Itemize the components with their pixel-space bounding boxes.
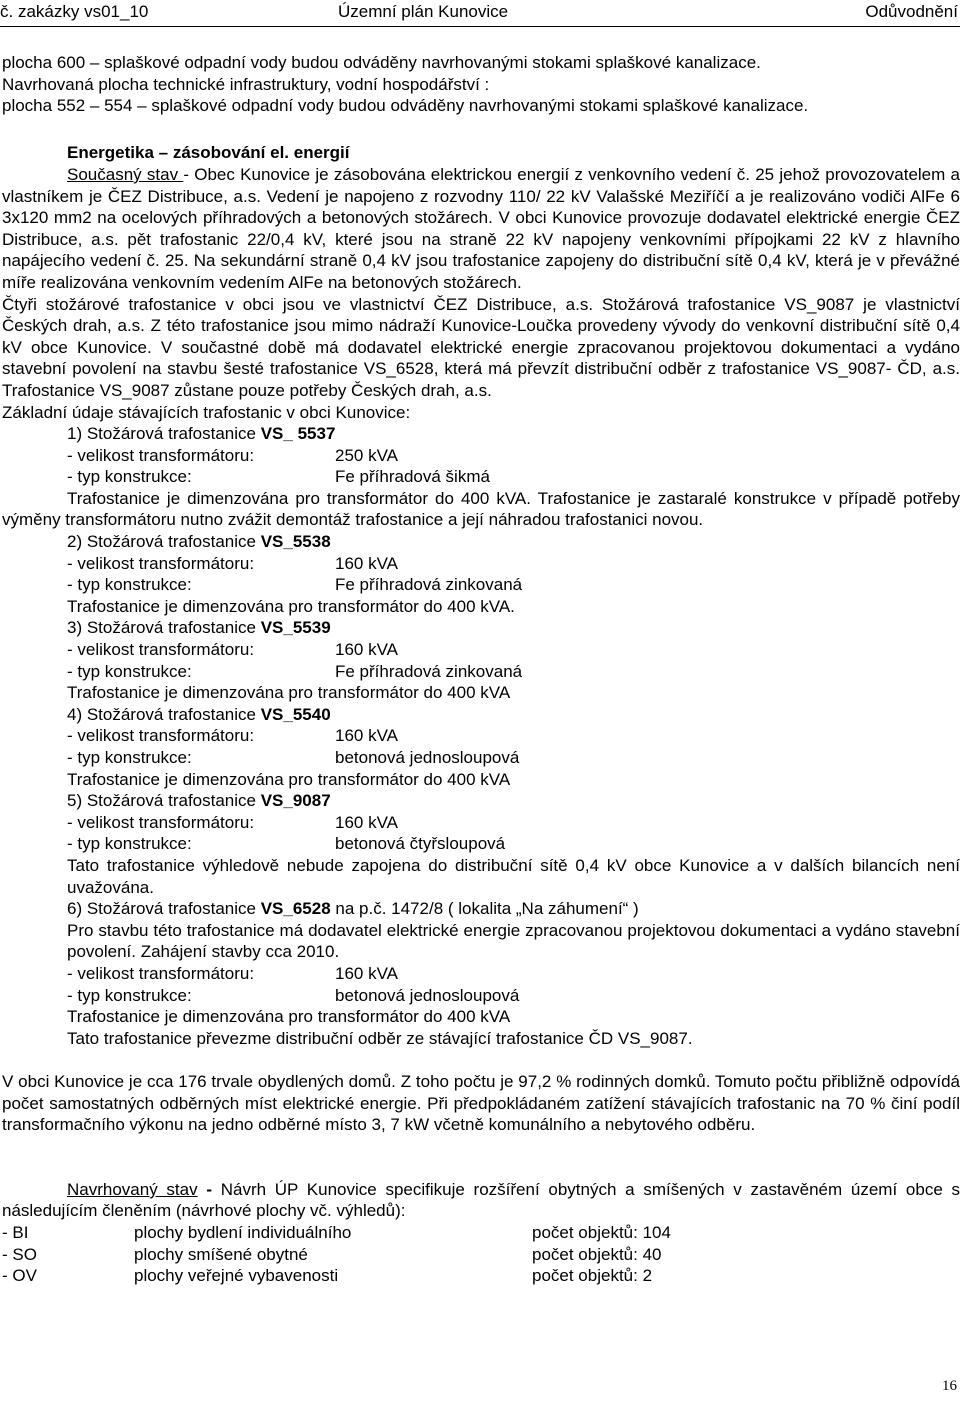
- proposed-paragraph: Navrhovaný stav - Návrh ÚP Kunovice specifikuje rozšíření obytných a smíšených v zastavěném území obce s následujícím členěním (návrhové plochy vč. výhledů):: [2, 1179, 960, 1221]
- summary-paragraph: V obci Kunovice je cca 176 trvale obydlených domů. Z toho počtu je 97,2 % rodinných domků. Tomuto počtu přibližně odpovídá počet samostatných odběrných míst elektrické energie. Při předpokládaném zatížení stávajících trafostanic na 70 % činí podíl transformačního výkonu na jedno odběrné místo 3, 7 kW včetně komunálního a nebytového odběru.: [2, 1071, 960, 1135]
- page-number: 16: [942, 1378, 957, 1394]
- station-item: [2, 898, 960, 1049]
- station-size: - velikost transformátoru: 160 kVA: [67, 640, 399, 660]
- document-body: [2, 52, 960, 1287]
- station-type: - typ konstrukce: Fe příhradová zinkovaná: [67, 575, 523, 595]
- intro-line-3: plocha 552 – 554 – splaškové odpadní vody budou odváděny navrhovanými stokami splaškové kanalizace.: [2, 96, 809, 116]
- station-item: [2, 790, 960, 898]
- station-title: 6) Stožárová trafostanice VS_6528 na p.č. 1472/8 ( lokalita „Na záhumení“ ): [67, 899, 639, 919]
- section-heading: Energetika – zásobování el. energií: [67, 143, 350, 163]
- station-item: [2, 423, 960, 531]
- header-project-number: č. zakázky vs01_10: [0, 2, 149, 21]
- station-note: Pro stavbu této trafostanice má dodavatel elektrické energie zpracovanou projektovou dokumentaci a vydáno stavební povolení. Zahájení stavby cca 2010.: [67, 920, 960, 962]
- station-type: - typ konstrukce: Fe příhradová šikmá: [67, 467, 490, 487]
- station-item: [2, 704, 960, 790]
- proposed-row: - SO plochy smíšené obytné počet objektů: 40: [2, 1244, 662, 1264]
- station-note: Tato trafostanice převezme distribuční odběr ze stávající trafostanice ČD VS_9087.: [67, 1028, 693, 1048]
- list-title: Základní údaje stávajících trafostanic v obci Kunovice:: [2, 402, 411, 422]
- current-state-paragraph: Současný stav - Obec Kunovice je zásobována elektrickou energií z venkovního vedení č. 25 jehož provozovatelem a vlastníkem je ČEZ Distribuce, a.s. Vedení je napojeno z rozvodny 110/ 22 kV Valašské Meziříčí a je realizováno vodiči AlFe 6 3x120 mm2 na ocelových příhradových a betonových stožárech. V obci Kunovice provozuje dodavatel elektrické energie ČEZ Distribuce, a.s. pět trafostanic 22/0,4 kV, které jsou na straně 22 kV napojeny venkovními přípojkami 22 kV z hlavního napájecího vedení č. 25. Na sekundární straně 0,4 kV jsou trafostanice zapojeny do distribuční sítě 0,4 kV, která je v převážné míře realizována venkovním vedením AlFe na betonových stožárech.: [2, 164, 960, 292]
- header-section: Odůvodnění: [865, 2, 958, 21]
- proposed-table: [2, 1222, 960, 1287]
- station-type: - typ konstrukce: Fe příhradová zinkovaná: [67, 661, 523, 681]
- station-list: [2, 423, 960, 1049]
- station-note: Trafostanice je dimenzována pro transformátor do 400 kVA.: [67, 596, 515, 616]
- intro-line-2: Navrhovaná plocha technické infrastruktury, vodní hospodářství :: [2, 74, 490, 94]
- ownership-paragraph: Čtyři stožárové trafostanice v obci jsou ve vlastnictví ČEZ Distribuce, a.s. Stožárová trafostanice VS_9087 je vlastnictví Českých drah, a.s. Z této trafostanice jsou mimo nádraží Kunovice-Loučka provedeny vývody do venkovní distribuční sítě 0,4 kV obce Kunovice. V součastné době má dodavatel elektrické energie zpracovanou projektovou dokumentaci a vydáno stavební povolení na stavbu šesté trafostanice VS_6528, která má převzít distribuční odběr z trafostanice VS_9087- ČD, a.s. Trafostanice VS_9087 zůstane pouze potřeby Českých drah, a.s.: [2, 294, 960, 400]
- station-size: - velikost transformátoru: 250 kVA: [67, 445, 399, 465]
- station-size: - velikost transformátoru: 160 kVA: [67, 726, 399, 746]
- station-title: 1) Stožárová trafostanice VS_ 5537: [67, 424, 336, 444]
- station-note: Tato trafostanice výhledově nebude zapojena do distribuční sítě 0,4 kV obce Kunovice a v dalších bilancích není uvažována.: [67, 855, 960, 897]
- station-size: - velikost transformátoru: 160 kVA: [67, 812, 399, 832]
- proposed-row: - BI plochy bydlení individuálního počet objektů: 104: [2, 1223, 671, 1243]
- station-note: Trafostanice je dimenzována pro transformátor do 400 kVA: [67, 683, 511, 703]
- intro-line-1: plocha 600 – splaškové odpadní vody budou odváděny navrhovanými stokami splaškové kanalizace.: [2, 53, 761, 72]
- station-title: 4) Stožárová trafostanice VS_5540: [67, 704, 331, 724]
- station-title: 3) Stožárová trafostanice VS_5539: [67, 618, 331, 638]
- station-size: - velikost transformátoru: 160 kVA: [67, 963, 399, 983]
- proposed-row: - OV plochy veřejné vybavenosti počet objektů: 2: [2, 1266, 653, 1286]
- page-header: [0, 0, 960, 27]
- header-title: Územní plán Kunovice: [338, 2, 509, 21]
- station-note: Trafostanice je dimenzována pro transformátor do 400 kVA. Trafostanice je zastaralé konstrukce v případě potřeby výměny transformátoru nutno zvážit demontáž trafostanice a její náhradou trafostanici novou.: [2, 488, 960, 530]
- station-note: Trafostanice je dimenzována pro transformátor do 400 kVA: [67, 769, 511, 789]
- station-type: - typ konstrukce: betonová jednosloupová: [67, 748, 520, 767]
- station-note: Trafostanice je dimenzována pro transformátor do 400 kVA: [67, 1007, 511, 1027]
- station-item: [2, 531, 960, 617]
- station-title: 2) Stožárová trafostanice VS_5538: [67, 532, 331, 552]
- station-size: - velikost transformátoru: 160 kVA: [67, 553, 399, 573]
- current-state-label: Současný stav: [67, 164, 184, 184]
- station-type: - typ konstrukce: betonová jednosloupová: [67, 985, 520, 1005]
- station-title: 5) Stožárová trafostanice VS_9087: [67, 791, 331, 811]
- proposed-label: Navrhovaný stav: [67, 1179, 198, 1199]
- station-item: [2, 617, 960, 703]
- station-type: - typ konstrukce: betonová čtyřsloupová: [67, 834, 506, 854]
